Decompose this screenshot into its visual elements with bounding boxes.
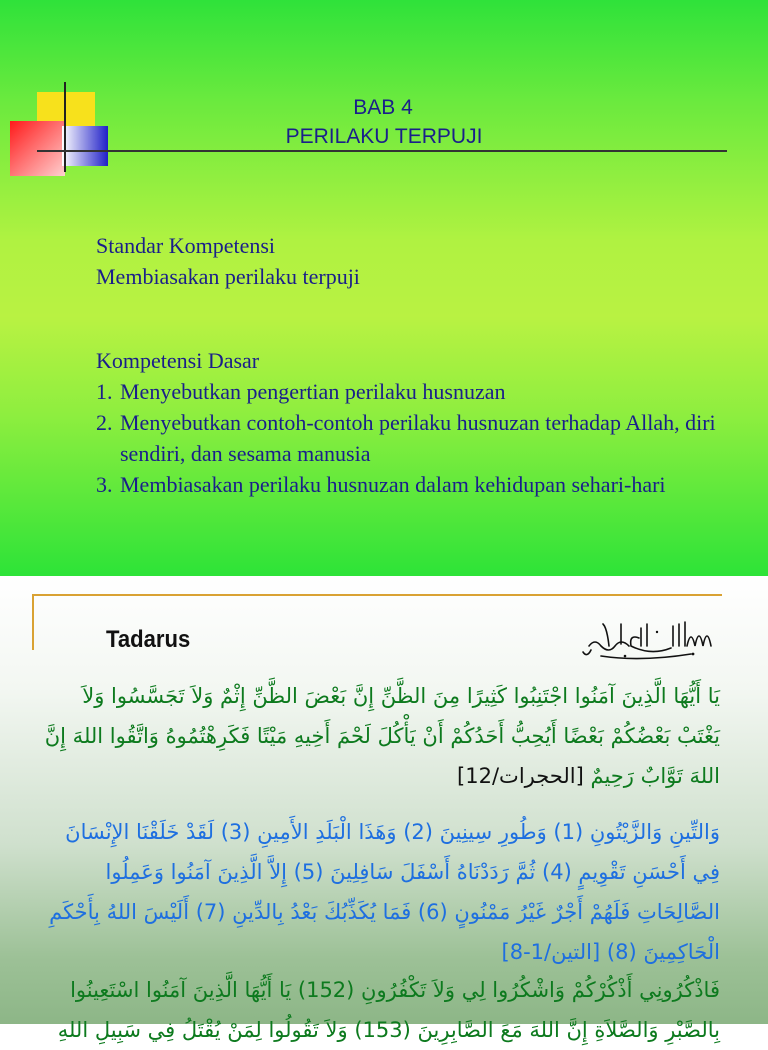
- kompetensi-dasar: [96, 345, 736, 500]
- kompetensi-dasar-list: [96, 376, 736, 500]
- verse-reference: [الحجرات/12]: [457, 764, 584, 788]
- standar-kompetensi-text: Membiasakan perilaku terpuji: [96, 264, 360, 289]
- list-item: [96, 376, 736, 407]
- list-item-text: Menyebutkan contoh-contoh perilaku husnuzan terhadap Allah, diri sendiri, dan sesama manusia: [120, 410, 716, 466]
- verse-al-hujurat: [40, 676, 720, 796]
- list-item-text: Membiasakan perilaku husnuzan dalam kehidupan sehari-hari: [120, 472, 666, 497]
- verse-at-tin: [40, 812, 720, 972]
- list-item-number: 3.: [96, 472, 113, 497]
- gold-rule-horizontal: [32, 594, 722, 596]
- list-item-text: Menyebutkan pengertian perilaku husnuzan: [120, 379, 506, 404]
- list-item-number: 1.: [96, 379, 113, 404]
- list-item-number: 2.: [96, 410, 113, 435]
- verse-text: وَالتِّينِ وَالزَّيْتُونِ (1) وَطُورِ سِينِينَ (2) وَهَذَا الْبَلَدِ الأَمِينِ (3) لَقَدْ خَلَقْنَا الإِنْسَانَ فِي أَحْسَنِ تَقْوِيمٍ (4) ثُمَّ رَدَدْنَاهُ أَسْفَلَ سَافِلِينَ (5) إِلاَّ الَّذِينَ آمَنُوا وَعَمِلُوا الصَّالِحَاتِ فَلَهُمْ أَجْرٌ غَيْرُ مَمْنُونٍ (6) فَمَا يُكَذِّبُكَ بَعْدُ بِالدِّينِ (7) أَلَيْسَ اللهُ بِأَحْكَمِ الْحَاكِمِينَ (8): [49, 820, 720, 964]
- tadarus-title: Tadarus: [106, 626, 191, 653]
- list-item: [96, 469, 736, 500]
- verse-text: فَاذْكُرُونِي أَذْكُرْكُمْ وَاشْكُرُوا لِي وَلاَ تَكْفُرُونِ (152) يَا أَيُّهَا الَّذِينَ آمَنُوا اسْتَعِينُوا بِالصَّبْرِ وَالصَّلاَةِ إِنَّ اللهَ مَعَ الصَّابِرِينَ (153) وَلاَ تَقُولُوا لِمَنْ يُقْتَلُ فِي سَبِيلِ اللهِ: [57, 978, 720, 1042]
- slide-tadarus: [0, 576, 768, 1042]
- verse-text: يَا أَيُّهَا الَّذِينَ آمَنُوا اجْتَنِبُوا كَثِيرًا مِنَ الظَّنِّ إِنَّ بَعْضَ الظَّنِّ إِثْمٌ وَلاَ تَجَسَّسُوا وَلاَ يَغْتَبْ بَعْضُكُمْ بَعْضًا أَيُحِبُّ أَحَدُكُمْ أَنْ يَأْكُلَ لَحْمَ أَخِيهِ مَيْتًا فَكَرِهْتُمُوهُ وَاتَّقُوا اللهَ إِنَّ اللهَ تَوَّابٌ رَحِيمٌ: [44, 684, 720, 788]
- list-item: [96, 407, 736, 469]
- kompetensi-dasar-heading: Kompetensi Dasar: [96, 348, 260, 373]
- chapter-number: BAB 4: [353, 96, 413, 119]
- verse-reference: [التين/1-8]: [501, 940, 601, 964]
- standar-kompetensi: [96, 230, 736, 292]
- standar-kompetensi-heading: Standar Kompetensi: [96, 233, 276, 258]
- chapter-title: PERILAKU TERPUJI: [285, 125, 483, 148]
- verse-al-baqarah: [40, 970, 720, 1050]
- gold-rule-vertical: [32, 594, 34, 650]
- basmalah-icon: [581, 616, 716, 662]
- decor-horizontal-line: [37, 150, 727, 152]
